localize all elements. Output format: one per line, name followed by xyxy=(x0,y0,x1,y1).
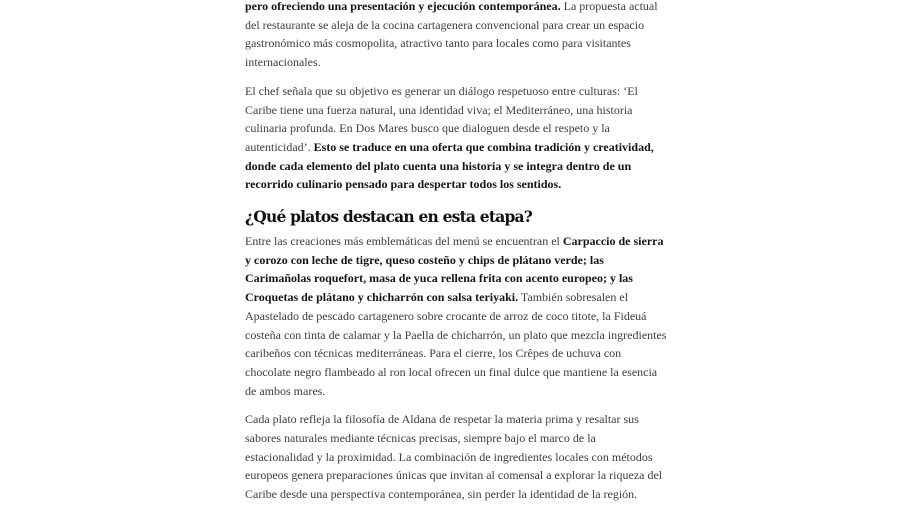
paragraph-chef-quote-text: El chef señala que su objetivo es generar un diálogo respetuoso entre culturas: ‘El Caribe tiene una fuerza natural, una identidad viva; el Mediterráneo, una historia culinaria profunda. En Dos Mares busco que dialoguen desde el respeto y la autenticidad’. xyxy=(245,83,638,154)
paragraph-philosophy xyxy=(245,410,667,504)
paragraph-intro xyxy=(245,0,667,72)
paragraph-dishes-bold: Carpaccio de sierra y corozo con leche de tigre, queso costeño y chips de plátano verde; las Carimañolas roquefort, masa de yuca rellena frita con acento europeo; y las Croquetas de plátano y chicharrón con salsa teriyaki. xyxy=(245,234,664,305)
paragraph-philosophy-text: Cada plato refleja la filosofía de Aldana de respetar la materia prima y resaltar sus sabores naturales mediante técnicas precisas, siempre bajo el marco de la estacionalidad y la proximidad. La combinación de ingredientes locales con métodos europeos genera preparaciones únicas que invitan al comensal a explorar la riqueza del Caribe desde una perspectiva contemporánea, sin perder la identidad de la región. xyxy=(245,412,663,502)
paragraph-chef-quote xyxy=(245,82,667,194)
paragraph-chef-quote-bold: Esto se traduce en una oferta que combina tradición y creatividad, donde cada elemento del plato cuenta una historia y se integra dentro de un recorrido culinario pensado para despertar todos los sentidos. xyxy=(245,139,654,192)
paragraph-intro-bold: pero ofreciendo una presentación y ejecución contemporánea. xyxy=(245,0,561,13)
paragraph-dishes-text-a: Entre las creaciones más emblemáticas del menú se encuentran el xyxy=(245,234,563,249)
paragraph-dishes-text-b: También sobresalen el Apastelado de pescado cartagenero sobre crocante de arroz de coco titote, la Fideuá costeña con tinta de calamar y la Paella de chicharrón, un plato que mezcla ingredientes caribeños con técnicas mediterráneas. Para el cierre, los Crêpes de uchuva con chocolate negro flambeado al ron local ofrecen un final dulce que mantiene la esencia de ambos mares. xyxy=(245,290,667,398)
paragraph-intro-text: La propuesta actual del restaurante se aleja de la cocina cartagenera convencional para crear un espacio gastronómico más cosmopolita, atractivo tanto para locales como para visitantes internacionales. xyxy=(245,0,658,70)
section-heading: ¿Qué platos destacan en esta etapa? xyxy=(245,207,533,227)
paragraph-dishes xyxy=(245,232,667,400)
article-body xyxy=(245,0,667,514)
